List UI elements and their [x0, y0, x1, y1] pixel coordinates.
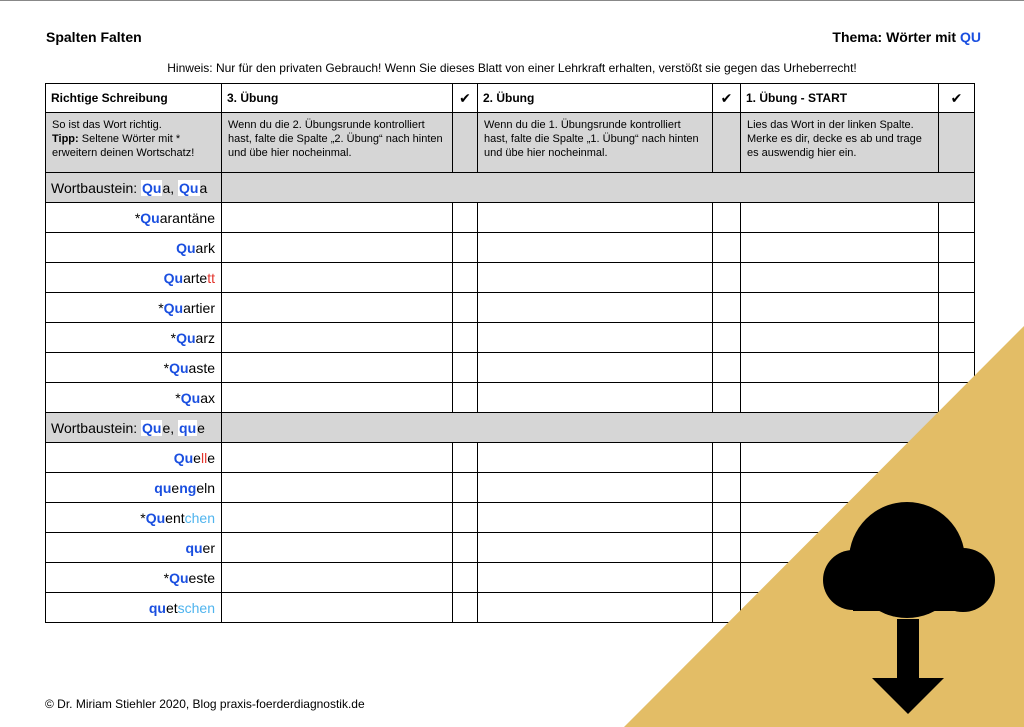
download-corner-triangle[interactable]	[624, 326, 1024, 727]
word-segment: *	[163, 359, 170, 376]
word-segment: et	[165, 599, 178, 616]
word-segment: e	[207, 449, 215, 466]
word-segment: qu	[148, 599, 166, 616]
instruction-exercise-3: Wenn du die 2. Übungsrunde kontrolliert hast, falte die Spalte „2. Übung“ nach hinten und übe hier nocheinmal.	[222, 113, 453, 173]
word-segment: er	[202, 539, 215, 556]
word-segment: arantäne	[159, 209, 215, 226]
section-highlight: Qu	[142, 419, 162, 436]
section-highlight: Qu	[179, 179, 199, 196]
word-segment: ng	[179, 479, 197, 496]
word-segment: Qu	[169, 359, 189, 376]
section-highlight: qu	[179, 419, 197, 436]
header-correct-spelling: Richtige Schreibung	[46, 84, 222, 113]
word-segment: ll	[200, 449, 208, 466]
word-segment: Qu	[145, 509, 166, 526]
section-text: Wortbaustein:	[51, 419, 142, 436]
word-segment: artier	[183, 299, 215, 316]
instruction-line1: So ist das Wort richtig.	[52, 119, 162, 131]
word-segment: e	[193, 449, 201, 466]
theme-prefix: Thema: Wörter mit	[832, 29, 960, 45]
word-segment: *	[134, 209, 141, 226]
section-text: a	[199, 179, 208, 196]
word-segment: *	[163, 569, 170, 586]
section-text: e,	[162, 419, 179, 436]
word-segment: ent	[165, 509, 185, 526]
word-segment: Qu	[173, 449, 194, 466]
section-text: e	[197, 419, 205, 436]
header-exercise-1: 1. Übung - START	[741, 84, 939, 113]
word-segment: qu	[185, 539, 203, 556]
worksheet-title: Spalten Falten	[46, 29, 142, 45]
word-segment: aste	[188, 359, 215, 376]
section-text: a,	[162, 179, 179, 196]
word-segment: arte	[183, 269, 208, 286]
header-check-3: ✔	[453, 84, 478, 113]
section-highlight: Qu	[142, 179, 162, 196]
header-check-2: ✔	[713, 84, 741, 113]
word-segment: Qu	[176, 239, 196, 256]
word-segment: ark	[195, 239, 215, 256]
word-segment: qu	[154, 479, 172, 496]
tipp-label: Tipp:	[52, 133, 79, 145]
word-segment: schen	[177, 599, 215, 616]
header-exercise-3: 3. Übung	[222, 84, 453, 113]
word-segment: chen	[184, 509, 215, 526]
word-segment: eln	[196, 479, 215, 496]
word-segment: Qu	[169, 569, 189, 586]
tipp-text: Seltene Wörter mit * erweitern deinen Wortschatz!	[52, 133, 195, 159]
copyright-hint: Hinweis: Nur für den privaten Gebrauch! Wenn Sie dieses Blatt von einer Lehrkraft erhalten, verstößt sie gegen das Urheberrecht!	[167, 61, 857, 75]
word-segment: *	[175, 389, 181, 406]
instruction-exercise-2: Wenn du die 1. Übungsrunde kontrolliert hast, falte die Spalte „1. Übung“ nach hinten und übe hier nocheinmal.	[478, 113, 713, 173]
theme-highlight: QU	[960, 29, 981, 45]
footer-copyright: © Dr. Miriam Stiehler 2020, Blog praxis-foerderdiagnostik.de	[45, 697, 365, 711]
word-segment: Qu	[180, 389, 201, 406]
word-segment: *	[170, 329, 177, 346]
word-segment: arz	[195, 329, 215, 346]
word-segment: Qu	[163, 299, 184, 316]
word-segment: Qu	[163, 269, 184, 286]
word-segment: *	[140, 509, 146, 526]
instruction-exercise-1: Lies das Wort in der linken Spalte. Merke es dir, decke es ab und trage es auswendig hier ein.	[741, 113, 939, 173]
word-segment: Qu	[176, 329, 196, 346]
word-segment: tt	[207, 269, 215, 286]
header-exercise-2: 2. Übung	[478, 84, 713, 113]
section-text: Wortbaustein:	[51, 179, 142, 196]
header-check-1: ✔	[939, 84, 975, 113]
word-segment: este	[188, 569, 215, 586]
word-segment: Qu	[140, 209, 160, 226]
word-segment: *	[158, 299, 164, 316]
word-segment: e	[171, 479, 180, 496]
word-segment: ax	[200, 389, 215, 406]
